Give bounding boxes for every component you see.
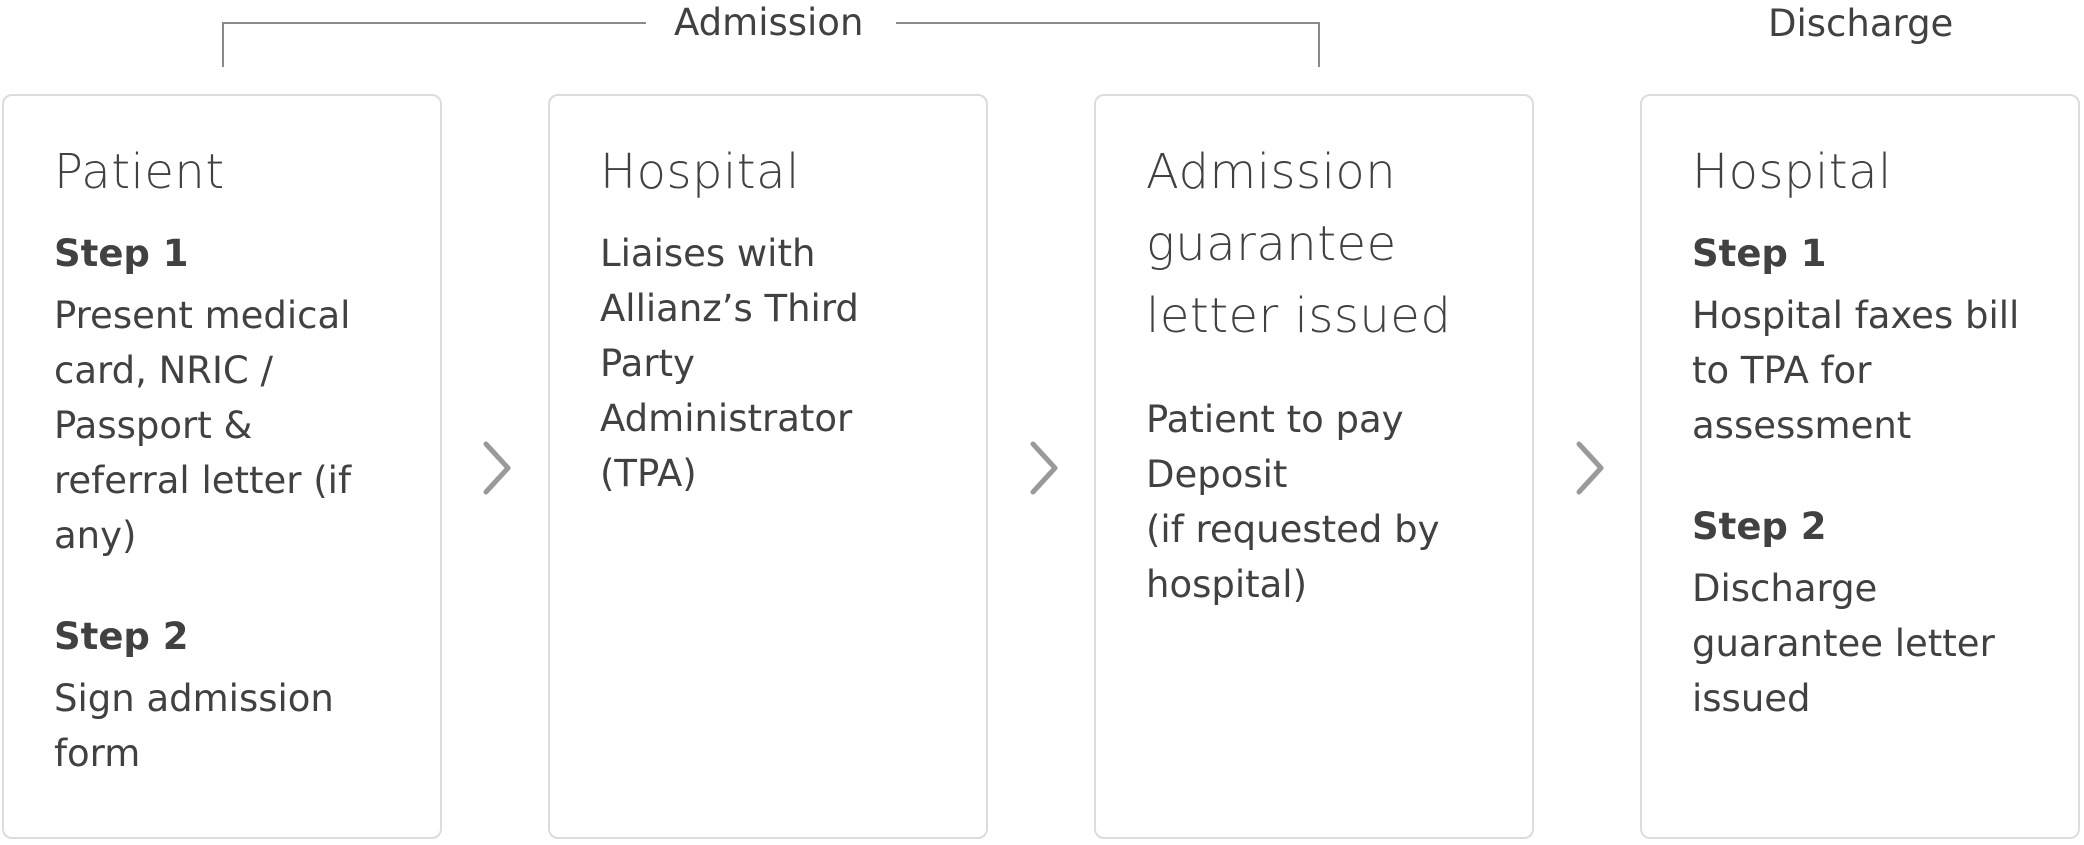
- admission-bracket-left-vertical: [222, 22, 224, 67]
- step-label: Step 1: [1692, 232, 1827, 275]
- step-label: Step 2: [1692, 505, 1827, 548]
- step-text: Hospital faxes bill to TPA for assessment: [1692, 294, 2020, 447]
- step-block: [54, 226, 412, 563]
- admission-guarantee-card: [1094, 94, 1534, 839]
- admission-label: Admission: [674, 1, 864, 44]
- card-title: Patient: [54, 144, 225, 200]
- card-title: Hospital: [1692, 144, 1892, 200]
- step-text: Present medical card, NRIC / Passport & referral letter (if any): [54, 294, 351, 557]
- chevron-right-icon: [1025, 438, 1065, 498]
- patient-card: [2, 94, 442, 839]
- step-block: [1692, 499, 2050, 726]
- admission-bracket-right-vertical: [1318, 22, 1320, 67]
- card-title: Admission guarantee letter issued: [1146, 144, 1452, 344]
- step-block: [1692, 226, 2050, 453]
- step-block: [54, 609, 412, 781]
- hospital-liaison-card: [548, 94, 988, 839]
- admission-bracket-right-horizontal: [896, 22, 1320, 24]
- admission-bracket-left-horizontal: [222, 22, 646, 24]
- step-text: Sign admission form: [54, 677, 334, 775]
- discharge-label: Discharge: [1768, 2, 1954, 45]
- hospital-discharge-card: [1640, 94, 2080, 839]
- chevron-right-icon: [1571, 438, 1611, 498]
- step-label: Step 1: [54, 232, 189, 275]
- card-text: Liaises with Allianz’s Third Party Administrator (TPA): [600, 232, 859, 495]
- step-label: Step 2: [54, 615, 189, 658]
- card-text: Patient to pay Deposit (if requested by hospital): [1146, 398, 1440, 606]
- step-text: Discharge guarantee letter issued: [1692, 567, 1995, 720]
- card-title: Hospital: [600, 144, 800, 200]
- chevron-right-icon: [478, 438, 518, 498]
